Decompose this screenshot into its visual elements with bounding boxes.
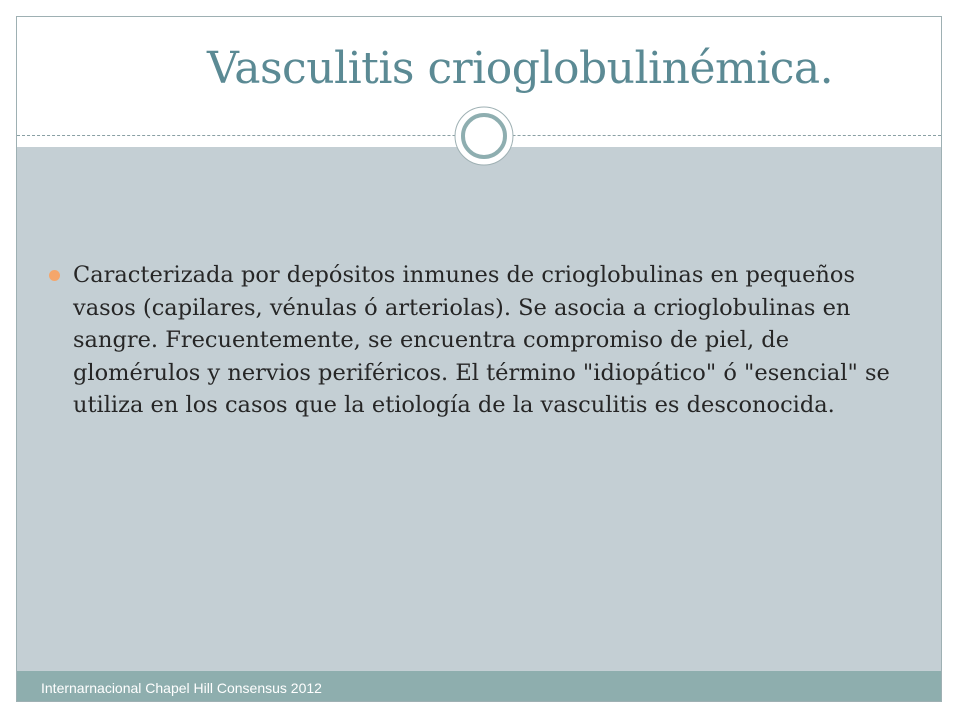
- footer-text: Internarnacional Chapel Hill Consensus 2012: [41, 680, 322, 696]
- slide-title: Vasculitis crioglobulinémica.: [207, 43, 834, 94]
- concentric-circle-ornament-icon: [453, 105, 515, 167]
- bullet-text: Caracterizada por depósitos inmunes de crioglobulinas en pequeños vasos (capilares, vénulas ó arteriolas). Se asocia a crioglobulinas en sangre. Frecuentemente, se encuentra compromiso de piel, de glomérulos y nervios periféricos. El término "idiopático" ó "esencial" se utiliza en los casos que la etiología de la vasculitis es desconocida.: [73, 262, 890, 418]
- content-area: [17, 147, 941, 671]
- bullet-item: [49, 259, 919, 422]
- footer-bar: [17, 671, 941, 702]
- slide: [16, 16, 942, 702]
- bullet-list: [49, 259, 919, 422]
- bullet-dot-icon: [49, 270, 60, 281]
